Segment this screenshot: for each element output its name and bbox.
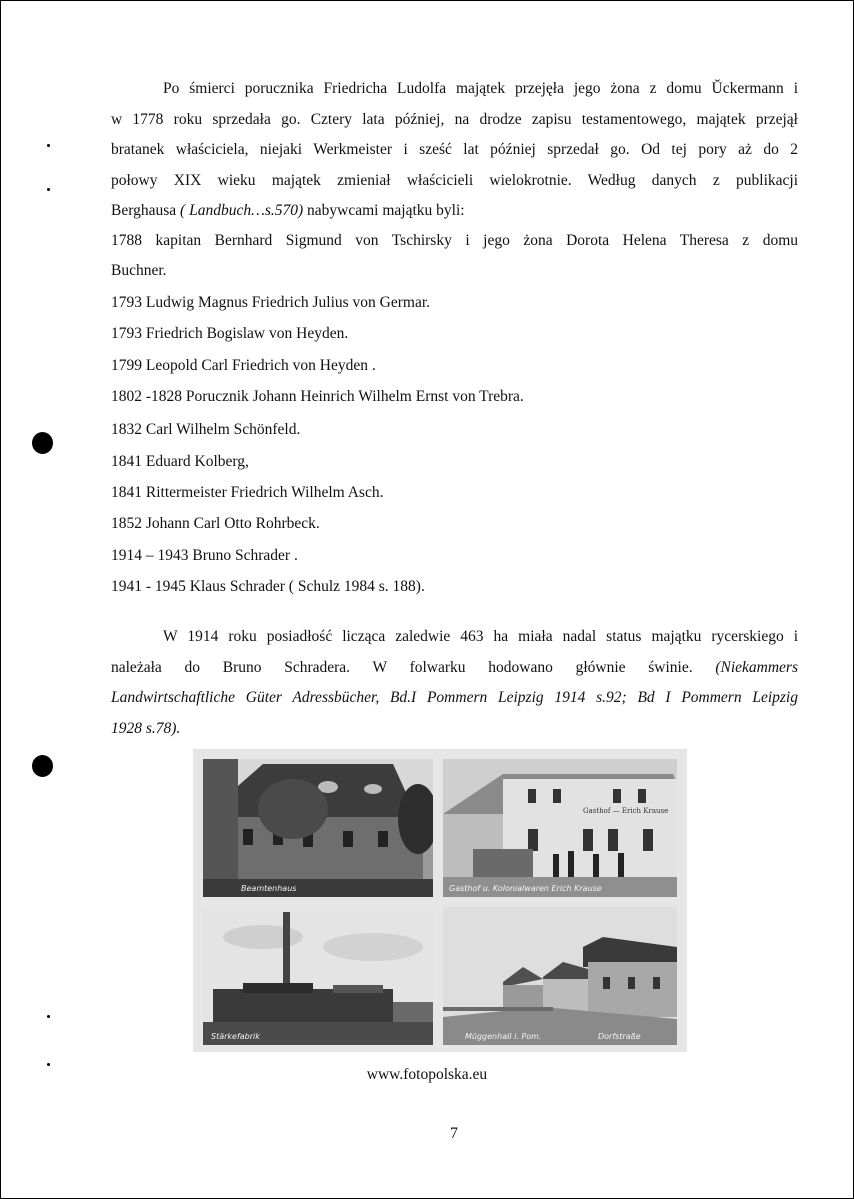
owner-entry: 1793 Ludwig Magnus Friedrich Julius von Germar. bbox=[111, 294, 431, 311]
citation: ( Landbuch…s.570) bbox=[180, 202, 304, 219]
owner-entry: 1914 – 1943 Bruno Schrader . bbox=[111, 547, 298, 564]
paragraph-line: połowy XIX wieku majątek zmieniał właścicieli wielokrotnie. Według danych z publikacji bbox=[111, 171, 798, 189]
owner-entry: Buchner. bbox=[111, 262, 167, 279]
paragraph-line: W 1914 roku posiadłość licząca zaledwie 463 ha miała nadal status majątku rycerskiego i bbox=[163, 628, 798, 645]
photo-caption: Stärkefabrik bbox=[211, 1032, 260, 1041]
photo-caption: Gasthof u. Kolonialwaren Erich Krause bbox=[449, 884, 602, 893]
paragraph-line: bratanek właściciela, niejaki Werkmeister i sześć lat później sprzedał go. Od tej pory aż do 2 bbox=[111, 141, 798, 158]
owner-entry: 1841 Eduard Kolberg, bbox=[111, 453, 249, 470]
owner-entry: 1852 Johann Carl Otto Rohrbeck. bbox=[111, 515, 320, 532]
photo-beamtenhaus bbox=[203, 759, 433, 897]
sign-text: Gasthof — Erich Krause bbox=[583, 807, 669, 815]
photo-dorfstrasse bbox=[443, 907, 677, 1045]
text-span: nabywcami majątku byli: bbox=[303, 202, 465, 219]
owner-entry: 1802 -1828 Porucznik Johann Heinrich Wilhelm Ernst von Trebra. bbox=[111, 388, 524, 405]
owner-entry: 1799 Leopold Carl Friedrich von Heyden . bbox=[111, 357, 376, 374]
owner-entry: 1832 Carl Wilhelm Schönfeld. bbox=[111, 421, 301, 438]
paragraph-line bbox=[111, 653, 798, 684]
citation: (Niekammers bbox=[715, 658, 798, 676]
citation: Landwirtschaftliche Güter Adressbücher, Bd.I Pommern Leipzig 1914 s.92; Bd I Pommern Leipzig bbox=[111, 689, 798, 706]
margin-dot bbox=[47, 188, 50, 191]
text-span: należała do Bruno Schradera. W folwarku hodowano głównie świnie. bbox=[111, 658, 716, 676]
photo-caption: Müggenhall i. Pom. bbox=[465, 1032, 542, 1041]
photo-gasthof bbox=[443, 759, 677, 897]
citation: 1928 s.78). bbox=[111, 719, 181, 737]
postcard-collage bbox=[193, 749, 687, 1052]
paragraph-line: w 1778 roku sprzedała go. Cztery lata później, na drodze zapisu testamentowego, majątek przejął bbox=[111, 110, 798, 128]
owner-entry: 1793 Friedrich Bogislaw von Heyden. bbox=[111, 325, 349, 342]
owner-entry: 1788 kapitan Bernhard Sigmund von Tschirsky i jego żona Dorota Helena Theresa z domu bbox=[111, 232, 798, 249]
photo-caption: Dorfstraße bbox=[598, 1032, 641, 1041]
owner-entry: 1841 Rittermeister Friedrich Wilhelm Asch. bbox=[111, 484, 384, 501]
owner-entry: 1941 - 1945 Klaus Schrader ( Schulz 1984 s. 188). bbox=[111, 578, 425, 595]
margin-dot bbox=[47, 1015, 50, 1018]
image-source: www.fotopolska.eu bbox=[366, 1066, 488, 1083]
margin-dot bbox=[47, 144, 50, 147]
text-span: Berghausa bbox=[111, 202, 181, 219]
photo-staerkefabrik bbox=[203, 907, 433, 1045]
photo-caption: Beamtenhaus bbox=[241, 884, 297, 893]
punch-hole-mark bbox=[32, 755, 53, 777]
paragraph-line bbox=[111, 714, 798, 745]
paragraph-line: Po śmierci porucznika Friedricha Ludolfa majątek przejęła jego żona z domu Ŭckermann i bbox=[163, 80, 798, 97]
page-number: 7 bbox=[450, 1125, 458, 1142]
paragraph-line bbox=[111, 683, 798, 714]
paragraph-history bbox=[111, 74, 798, 227]
paragraph-line bbox=[111, 196, 798, 227]
paragraph-1914 bbox=[111, 622, 798, 744]
punch-hole-mark bbox=[32, 432, 53, 454]
